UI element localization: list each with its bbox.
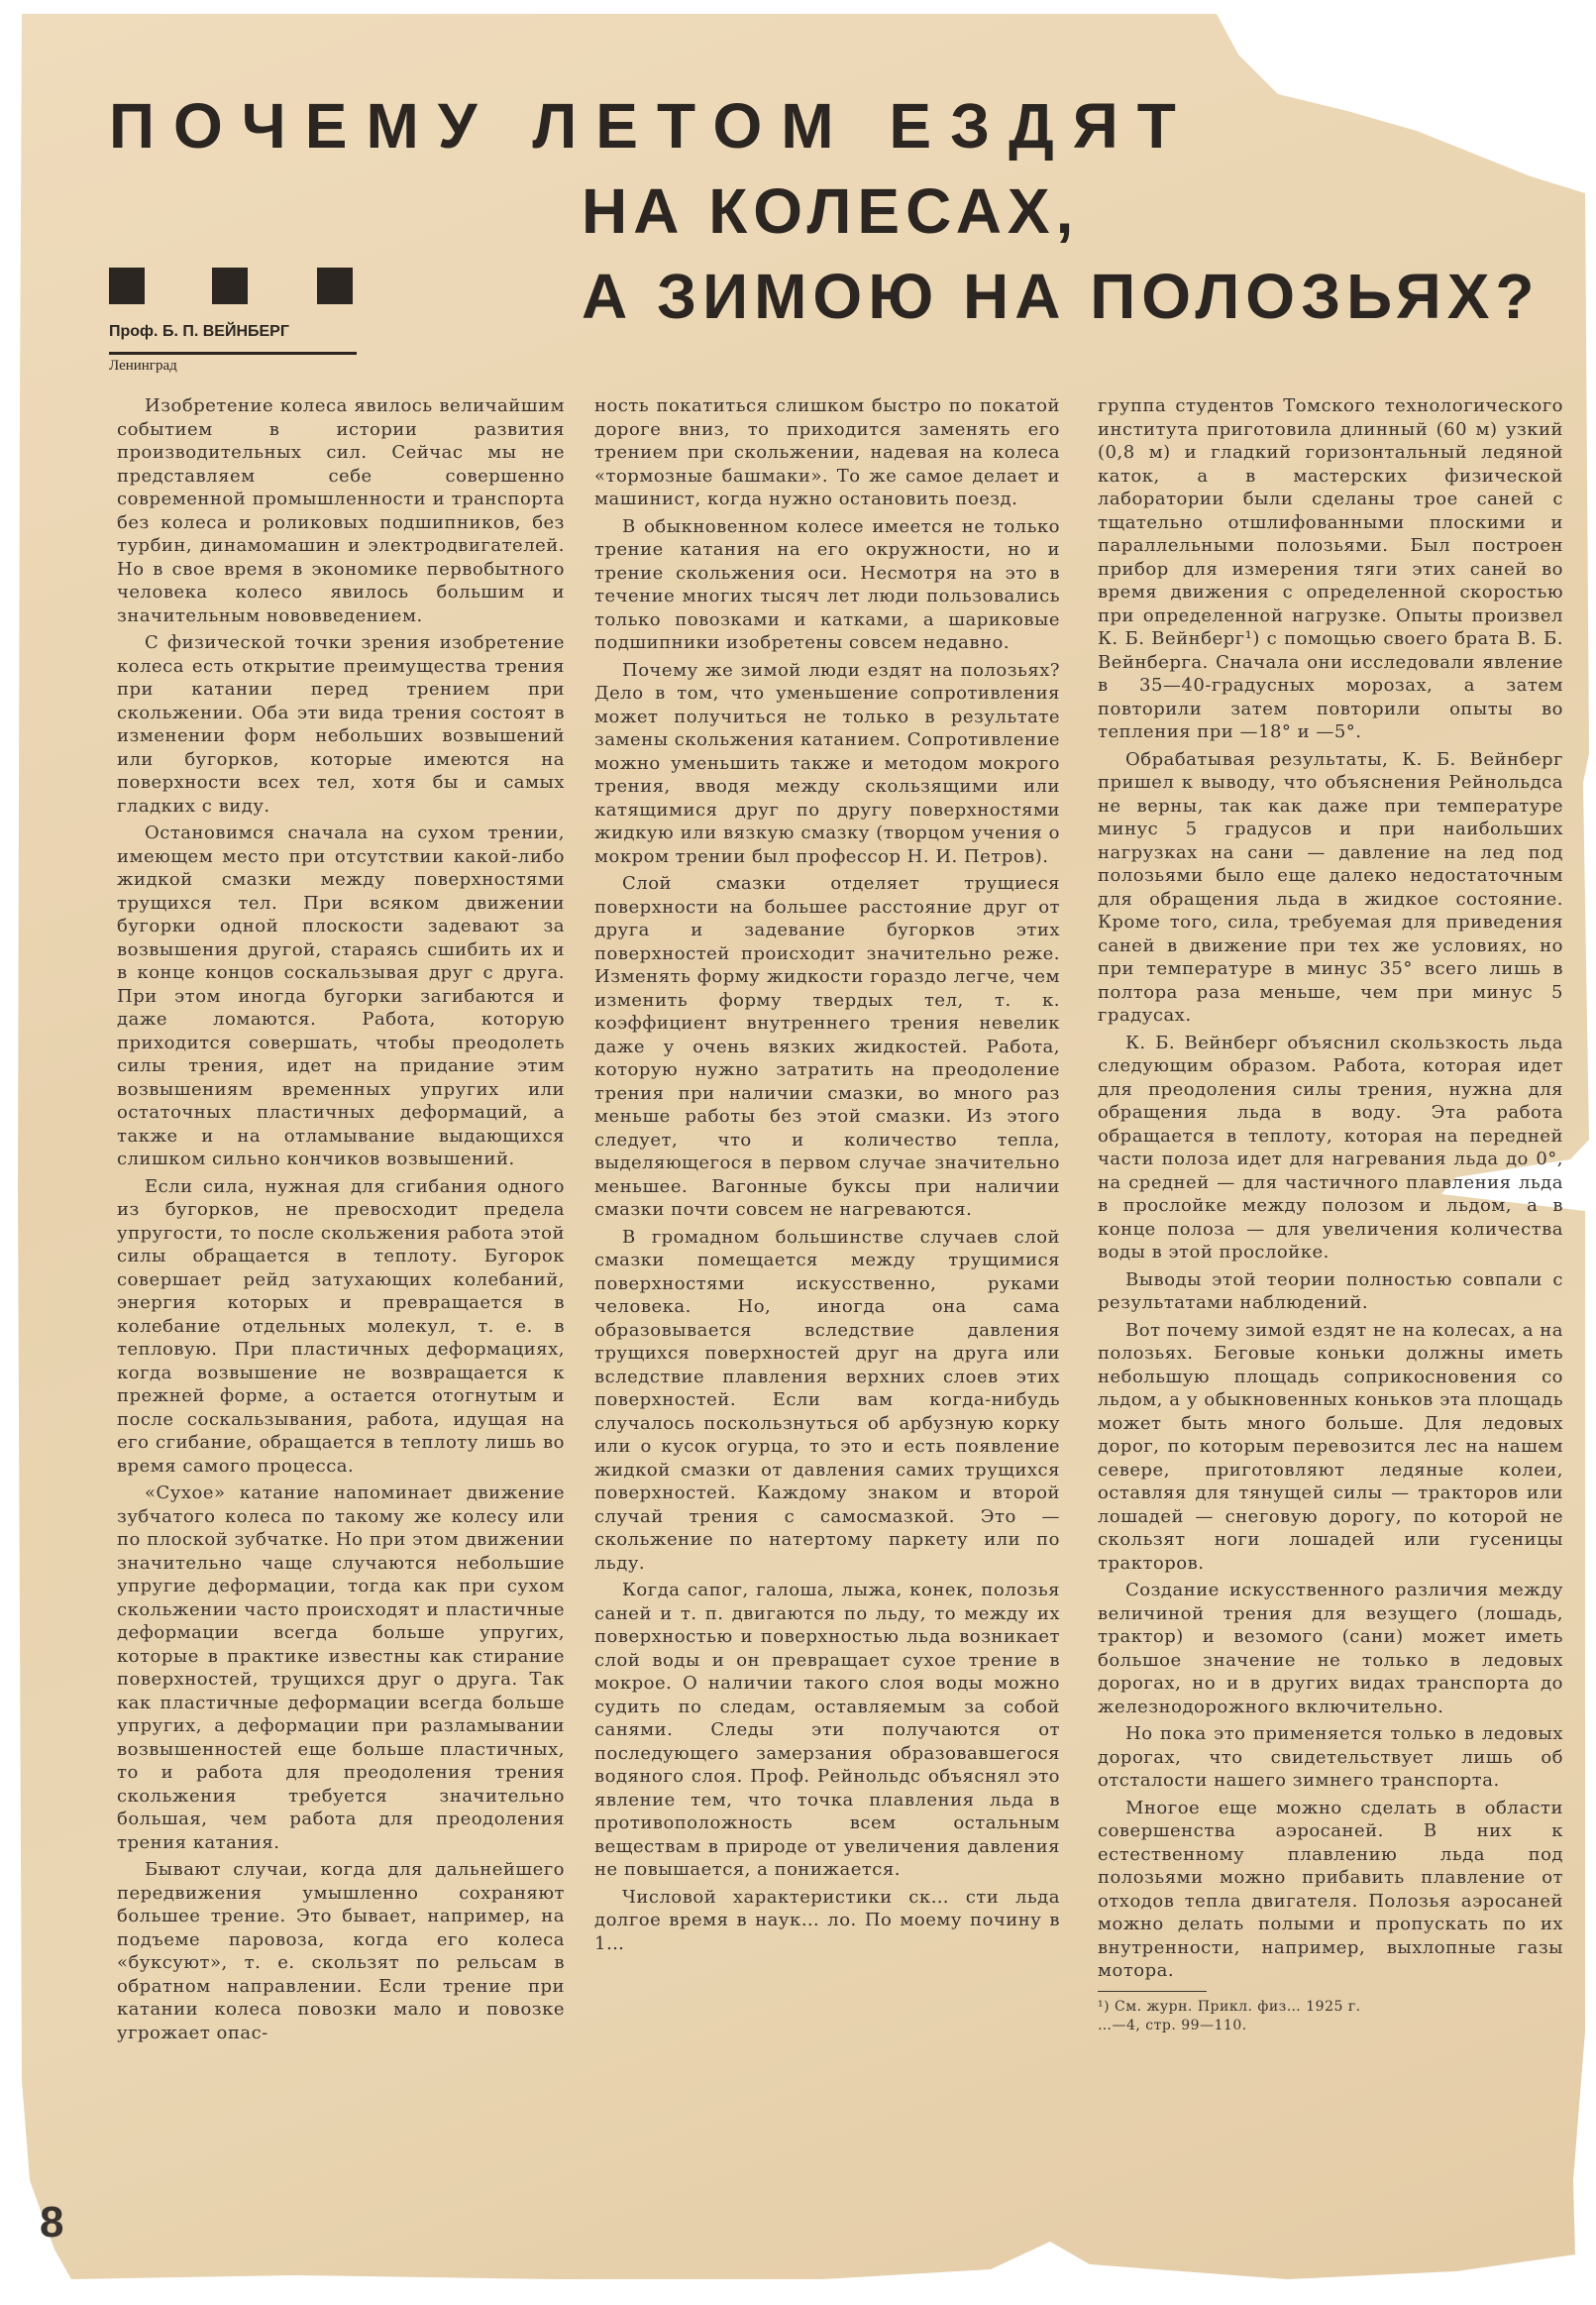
author-city: Ленинград: [109, 358, 177, 374]
article-column-3: [1098, 394, 1563, 2035]
footnote: [1098, 1998, 1563, 2035]
byline-underline: [109, 352, 357, 355]
paragraph: К. Б. Вейнберг объяснил скользкость льда следующим образом. Работа, которая идет для преодоления силы трения, нужна для обращения льда в воду. Эта работа обращается в теплоту, которая на передней части полоза идет для нагревания льда до 0°, на средней — для частичного плавления льда в прослойке между полозом и льдом, а в конце полоза — для увеличения количества воды в этой прослойке.: [1098, 1032, 1563, 1262]
paragraph: группа студентов Томского технологического института приготовила длинный (60 м) узкий (0,8 м) и гладкий горизонтальный ледяной каток, а в мастерских физической лаборатории были сделаны трое саней с тщательно отшлифованными плоскими и параллельными полозьями. Был построен прибор для измерения тяги этих саней во время движения с определенной скоростью при определенной нагрузке. Опыты произвел К. Б. Вейнберг¹) с помощью своего брата В. Б. Вейнберга. Сначала они исследовали явление в 35—40-градусных морозах, а затем повторили затем повторили опыты во тепления при —18° и —5°.: [1098, 395, 1563, 742]
headline-line-2: НА КОЛЕСАХ,: [582, 175, 1080, 247]
decorative-square: [317, 268, 353, 304]
paragraph: Когда сапог, галоша, лыжа, конек, полозья саней и т. п. двигаются по льду, то между их поверхностью и поверхностью льда возникает слой воды и он превращает сухое трение в мокрое. О наличии такого слоя воды можно судить по следам, оставляемым за собой санями. Следы эти получаются от последующего замерзания образовавшегося водяного слоя. Проф. Рейнольдс объяснял это явление тем, что точка плавления льда в противоположность всем остальным веществам в природе от увеличения давления не повышается, а понижается.: [594, 1580, 1060, 1880]
footnote-line: …—4, стр. 99—110.: [1098, 2017, 1247, 2033]
page-number: 8: [40, 2198, 64, 2247]
paragraph: Бывают случаи, когда для дальнейшего передвижения умышленно сохраняют большее трение. Это бывает, например, на подъеме паровоза, когда его колеса «буксуют», т. е. скользят по рельсам в обратном направлении. Если трение при катании колеса повозки мало и повозке угрожает опас-: [117, 1859, 565, 2043]
paragraph: ность покатиться слишком быстро по покатой дороге вниз, то приходится заменять его трением при скольжении, надевая на колеса «тормозные башмаки». То же самое делает и машинист, когда нужно остановить поезд.: [594, 395, 1060, 509]
footnote-line: ¹) См. журн. Прикл. физ… 1925 г.: [1098, 1998, 1361, 2015]
paragraph: Многое еще можно сделать в области совершенства аэросаней. В них к естественному плавлению льда под полозьями можно прибавить плавление от отходов тепла двигателя. Полозья аэросаней можно делать полыми и пропускать по их внутренности, например, выхлопные газы мотора.: [1098, 1797, 1563, 1981]
paragraph: В обыкновенном колесе имеется не только трение катания на его окружности, но и трение скольжения оси. Несмотря на это в течение многих тысяч лет люди пользовались только повозками и катками, а шариковые подшипники изобретены совсем недавно.: [594, 515, 1060, 653]
paragraph: «Сухое» катание напоминает движение зубчатого колеса по такому же колесу или по плоской зубчатке. Но при этом движении значительно чаще случаются небольшие упругие деформации, тогда как при сухом скольжении часто происходят и пластичные деформации всегда больше упругих, которые в практике известны как стирание поверхностей, трущихся друг о друга. Так как пластичные деформации всегда больше упругих, а деформации при разламывании возвышенностей еще больше пластичных, то и работа для преодоления трения скольжения требуется значительно большая, чем работа для преодоления трения катания.: [117, 1482, 565, 1853]
paragraph: Но пока это применяется только в ледовых дорогах, что свидетельствует лишь об отсталости нашего зимнего транспорта.: [1098, 1723, 1563, 1791]
paragraph: Почему же зимой люди ездят на полозьях? Дело в том, что уменьшение сопротивления может получиться не только в результате замены скольжения катанием. Сопротивление можно уменьшить также и методом мокрого трения, вводя между скользящими или катящимися друг по другу поверхностями жидкую или вязкую смазку (творцом учения о мокром трении был профессор Н. И. Петров).: [594, 659, 1060, 867]
author-byline: Проф. Б. П. ВЕЙНБЕРГ: [109, 323, 289, 340]
decorative-square: [212, 268, 248, 304]
headline-line-1: ПОЧЕМУ ЛЕТОМ ЕЗДЯТ: [109, 90, 1195, 162]
article-column-1: [117, 394, 565, 2048]
paragraph: В громадном большинстве случаев слой смазки помещается между трущимися поверхностями искусственно, руками человека. Но, иногда она сама образовывается вследствие давления трущихся поверхностей друг на друга или вследствие плавления верхних слоев этих поверхностей. Если вам когда-нибудь случалось поскользнуться об арбузную корку или о кусок огурца, то это и есть появление жидкой смазки от давления самих трущихся поверхностей. Каждому знаком и второй случай трения с самосмазкой. Это — скольжение по натертому паркету или по льду.: [594, 1226, 1060, 1574]
paragraph: Выводы этой теории полностью совпали с результатами наблюдений.: [1098, 1268, 1563, 1313]
paragraph: Создание искусственного различия между величиной трения для везущего (лошадь, трактор) и везомого (сани) может иметь большое значение не только в ледовых дорогах, но и в других видах транспорта до железнодорожного включительно.: [1098, 1580, 1563, 1717]
headline-line-3: А ЗИМОЮ НА ПОЛОЗЬЯХ?: [582, 261, 1541, 332]
footnote-divider: [1098, 1991, 1207, 1992]
paragraph: Слой смазки отделяет трущиеся поверхности на большее расстояние друг от друга и задевание бугорков этих поверхностей происходит значительно реже. Изменять форму жидкости гораздо легче, чем изменить форму твердых тел, т. к. коэффициент внутреннего трения невелик даже у очень вязких жидкостей. Работа, которую нужно затратить на преодоление трения при наличии смазки, во много раз меньше работы без этой смазки. Из этого следует, что и количество тепла, выделяющегося в первом случае значительно меньшее. Вагонные буксы при наличии смазки почти совсем не нагреваются.: [594, 873, 1060, 1220]
paragraph: Обрабатывая результаты, К. Б. Вейнберг пришел к выводу, что объяснения Рейнольдса не верны, так как даже при температуре минус 5 градусов и при наибольших нагрузках на сани — давление на лед под полозьями было еще далеко недостаточным для обращения льда в жидкое состояние. Кроме того, сила, требуемая для приведения саней в движение при тех же условиях, но при температуре в минус 35° всего лишь в полтора раза меньше, чем при минус 5 градусах.: [1098, 748, 1563, 1026]
article-column-2: [594, 394, 1060, 1959]
paragraph: Числовой характеристики ск… сти льда долгое время в наук… ло. По моему почину в 1…: [594, 1886, 1060, 1954]
paragraph: Изобретение колеса явилось величайшим событием в истории развития производительных сил. Сейчас мы не представляем себе совершенно современной промышленности и транспорта без колеса и роликовых подшипников, без турбин, динамомашин и электродвигателей. Но в свое время в экономике первобытного человека колесо явилось большим и значительным нововведением.: [117, 395, 565, 626]
paragraph: Если сила, нужная для сгибания одного из бугорков, не превосходит предела упругости, то после скольжения работа этой силы обращается в теплоту. Бугорок совершает рейд затухающих колебаний, энергия которых и превращается в колебание отдельных молекул, т. е. в тепловую. При пластичных деформациях, когда возвышение не возвращается к прежней форме, а остается отогнутым и после соскальзывания, работа, идущая на его сгибание, обращается в теплоту лишь во время самого процесса.: [117, 1175, 565, 1477]
paragraph: Остановимся сначала на сухом трении, имеющем место при отсутствии какой-либо жидкой смазки между поверхностями трущихся тел. При всяком движении бугорки одной плоскости задевают за возвышения другой, стараясь сшибить их и в конце концов соскальзывая друг с друга. При этом иногда бугорки загибаются и даже ломаются. Работа, которую приходится совершать, чтобы преодолеть силы трения, идет на придание этим возвышениям временных упругих или остаточных пластичных деформаций, а также и на отламывание выдающихся слишком сильно кончиков возвышений.: [117, 823, 565, 1169]
decorative-square: [109, 268, 145, 304]
paragraph: Вот почему зимой ездят не на колесах, а на полозьях. Беговые коньки должны иметь небольшую площадь соприкосновения со льдом, а у обыкновенных коньков эта площадь может быть много больше. Для ледовых дорог, по которым перевозится лес на нашем севере, приготовляют ледяные колеи, оставляя для тянущей силы — тракторов или лошадей — снеговую дорогу, по которой не скользят ноги лошадей или гусеницы тракторов.: [1098, 1319, 1563, 1574]
paragraph: С физической точки зрения изобретение колеса есть открытие преимущества трения при катании перед трением при скольжении. Оба эти вида трения состоят в изменении форм небольших возвышений или бугорков, которые имеются на поверхности всех тел, хотя бы и самых гладких с виду.: [117, 632, 565, 817]
